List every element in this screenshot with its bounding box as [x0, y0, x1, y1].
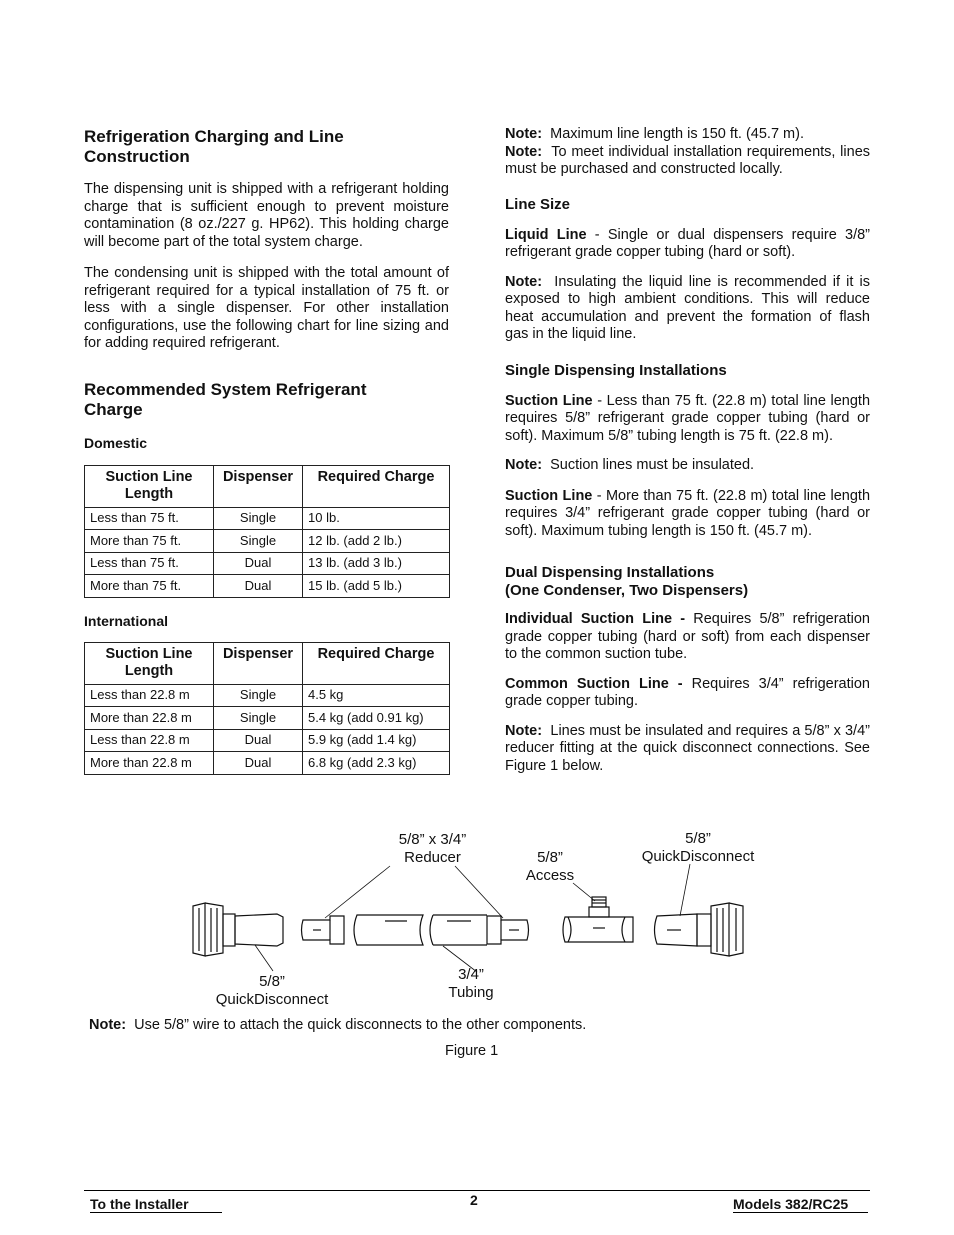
table-cell: More than 75 ft.	[85, 530, 214, 553]
reducer-label: 5/8” x 3/4” Reducer	[398, 831, 467, 866]
tubing-label: 3/4” Tubing	[448, 966, 494, 1001]
table-cell: 5.9 kg (add 1.4 kg)	[303, 729, 450, 752]
figure-caption: Figure 1	[445, 1043, 499, 1059]
table-cell: 13 lb. (add 3 lb.)	[303, 552, 450, 575]
table-row	[85, 575, 450, 598]
left-quick-disconnect-icon	[193, 903, 283, 956]
line-size-heading: Line Size	[505, 195, 571, 213]
footer-right-label: Models 382/RC25	[733, 1197, 868, 1213]
column-header: Suction Line Length	[85, 642, 214, 684]
column-header: Dispenser	[214, 642, 303, 684]
table-cell: More than 22.8 m	[85, 707, 214, 730]
table-header-row	[85, 642, 450, 684]
domestic-label: Domestic	[84, 434, 148, 451]
paragraph-condensing-unit: The condensing unit is shipped with the total amount of refrigerant required for a typical installation of 75 ft. or less with a single dispenser. For other installation configurations, use the following chart for line sizing and for adding required refrigerant.	[84, 265, 449, 351]
international-label: International	[84, 612, 169, 629]
table-cell: 10 lb.	[303, 507, 450, 530]
table-cell: Single	[214, 684, 303, 707]
access-tee-icon	[563, 897, 633, 942]
left-quick-disconnect-label: 5/8” QuickDisconnect	[215, 973, 329, 1008]
table-row	[85, 530, 450, 553]
table-cell: Single	[214, 707, 303, 730]
section-heading-charging: Refrigeration Charging and Line Construction	[84, 127, 344, 166]
table-row	[85, 752, 450, 775]
table-cell: Dual	[214, 575, 303, 598]
table-cell: 4.5 kg	[303, 684, 450, 707]
paragraph-liquid-line: Liquid Line - Single or dual dispensers require 3/8” refrigerant grade copper tubing (hard or soft).	[505, 226, 870, 260]
international-table	[84, 642, 450, 775]
footer-left-label: To the Installer	[90, 1197, 222, 1213]
table-cell: 6.8 kg (add 2.3 kg)	[303, 752, 450, 775]
table-cell: Less than 22.8 m	[85, 729, 214, 752]
paragraph-suction-line-short: Suction Line - Less than 75 ft. (22.8 m) total line length requires 5/8” refrigerant grade copper tubing (hard or soft). Maximum 5/8” tubing length is 75 ft. (22.8 m).	[505, 392, 871, 444]
table-cell: Single	[214, 530, 303, 553]
table-cell: Less than 22.8 m	[85, 684, 214, 707]
table-cell: 15 lb. (add 5 lb.)	[303, 575, 450, 598]
table-row	[85, 707, 450, 730]
dual-dispensing-heading: Dual Dispensing Installations (One Condenser, Two Dispensers)	[505, 564, 749, 599]
page-number: 2	[470, 1192, 478, 1208]
left-column	[84, 127, 449, 775]
figure-note: Note: Use 5/8” wire to attach the quick disconnects to the other components.	[89, 1017, 587, 1033]
table-cell: Dual	[214, 752, 303, 775]
paragraph-suction-line-long: Suction Line - More than 75 ft. (22.8 m) total line length requires 3/4” refrigerant grade copper tubing (hard or soft). Maximum tubing length is 150 ft. (45.7 m).	[505, 487, 871, 539]
table-cell: 5.4 kg (add 0.91 kg)	[303, 707, 450, 730]
note-suction-insulated: Note: Suction lines must be insulated.	[505, 457, 755, 473]
table-header-row	[85, 465, 450, 507]
table-row	[85, 507, 450, 530]
note-local-construction: Note: To meet individual installation requirements, lines must be purchased and constructed locally.	[505, 143, 871, 177]
column-header: Required Charge	[303, 465, 450, 507]
figure-1-diagram	[185, 826, 765, 1011]
right-quick-disconnect-label: 5/8” QuickDisconnect	[641, 830, 755, 865]
section-heading-recommended-charge: Recommended System Refrigerant Charge	[84, 379, 367, 419]
right-quick-disconnect-icon	[655, 903, 744, 956]
reducer-icon	[302, 916, 529, 944]
table-cell: 12 lb. (add 2 lb.)	[303, 530, 450, 553]
tubing-icon	[354, 915, 487, 945]
table-cell: More than 22.8 m	[85, 752, 214, 775]
table-row	[85, 552, 450, 575]
table-row	[85, 729, 450, 752]
table-row	[85, 684, 450, 707]
note-insulating-liquid-line: Note: Insulating the liquid line is recommended if it is exposed to high ambient conditions. This will reduce heat accumulation and prevent the formation of flash gas in the liquid line.	[505, 273, 870, 342]
access-label: 5/8” Access	[525, 849, 575, 884]
table-cell: Dual	[214, 552, 303, 575]
paragraph-common-suction: Common Suction Line - Requires 3/4” refrigeration grade copper tubing.	[505, 675, 870, 709]
domestic-table	[84, 465, 450, 598]
page-footer	[84, 1190, 870, 1212]
single-dispensing-heading: Single Dispensing Installations	[505, 361, 727, 379]
table-cell: More than 75 ft.	[85, 575, 214, 598]
column-header: Dispenser	[214, 465, 303, 507]
paragraph-individual-suction: Individual Suction Line - Requires 5/8” refrigeration grade copper tubing (hard or soft) from each dispenser to the common suction tube.	[505, 611, 870, 662]
column-header: Required Charge	[303, 642, 450, 684]
table-cell: Dual	[214, 729, 303, 752]
paragraph-holding-charge: The dispensing unit is shipped with a refrigerant holding charge that is sufficient enough to prevent moisture contamination (8 oz./227 g. HP62). This holding charge will become part of the total system charge.	[84, 181, 449, 250]
note-reducer-fitting: Note: Lines must be insulated and requires a 5/8” x 3/4” reducer fitting at the quick disconnect connections. See Figure 1 below.	[505, 722, 870, 774]
column-header: Suction Line Length	[85, 465, 214, 507]
table-cell: Single	[214, 507, 303, 530]
table-cell: Less than 75 ft.	[85, 507, 214, 530]
right-column	[505, 126, 870, 775]
table-cell: Less than 75 ft.	[85, 552, 214, 575]
note-max-line-length: Note: Maximum line length is 150 ft. (45.7 m).	[505, 126, 804, 142]
